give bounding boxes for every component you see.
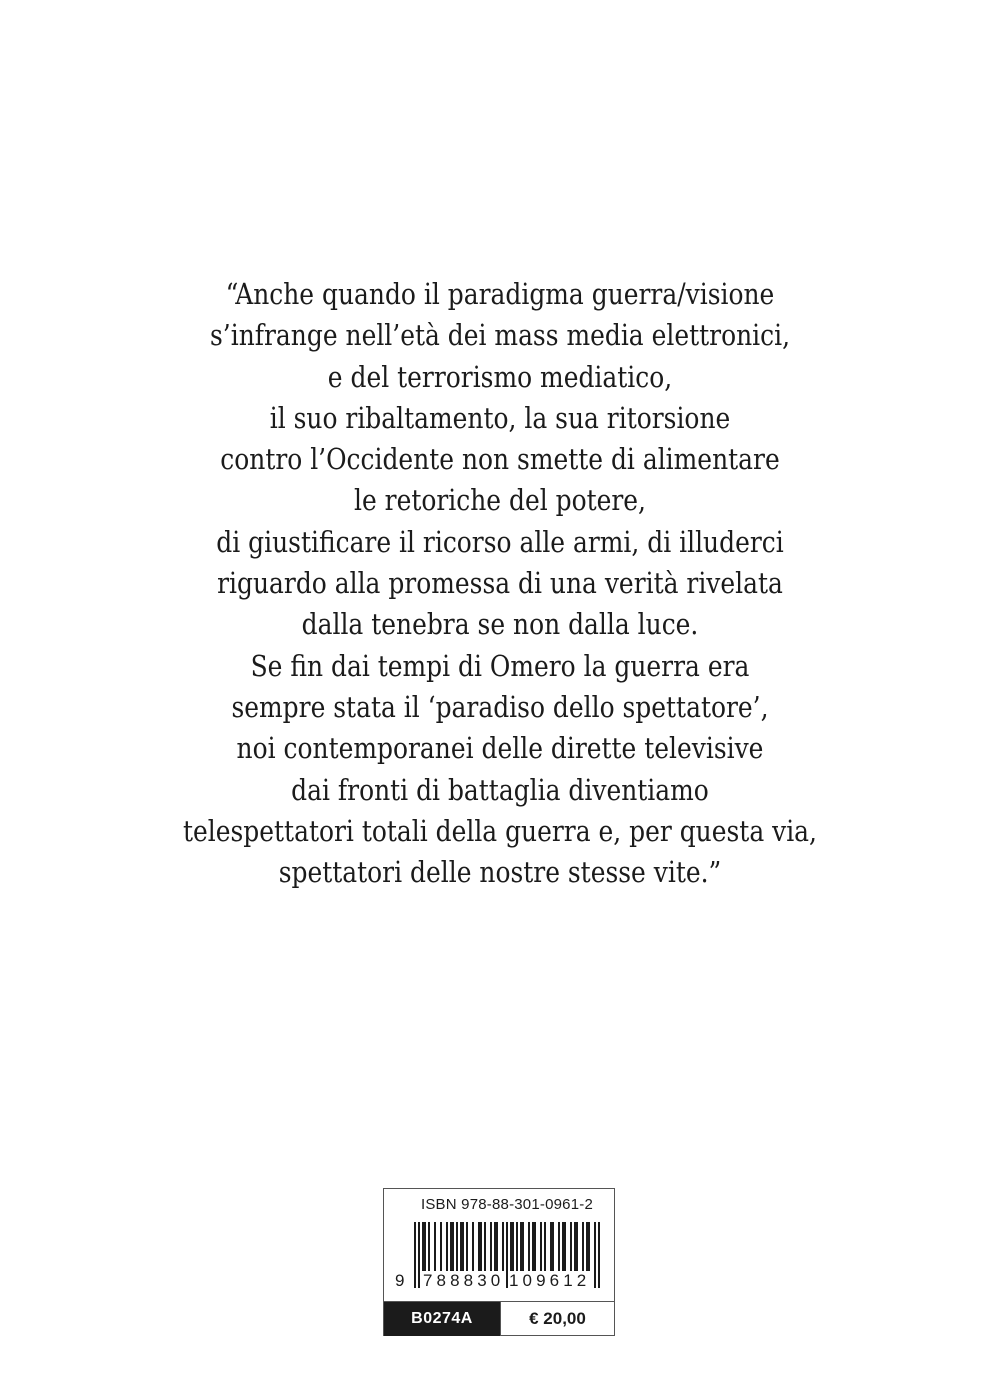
quote-line: le retoriche del potere, bbox=[353, 483, 646, 518]
quote-line: spettatori delle nostre stesse vite.” bbox=[278, 855, 722, 890]
barcode-digits-left: 788830 bbox=[423, 1271, 505, 1290]
back-cover-quote bbox=[70, 274, 930, 893]
barcode-digits-right: 109612 bbox=[509, 1271, 591, 1290]
quote-line: il suo ribaltamento, la sua ritorsione bbox=[269, 400, 731, 435]
quote-line: Se fin dai tempi di Omero la guerra era bbox=[250, 648, 750, 683]
quote-line: sempre stata il ‘paradiso dello spettatore’, bbox=[231, 689, 769, 724]
quote-line: di giustificare il ricorso alle armi, di illuderci bbox=[216, 524, 784, 559]
price: € 20,00 bbox=[500, 1302, 614, 1336]
quote-line: noi contemporanei delle dirette televisive bbox=[236, 731, 764, 766]
isbn-barcode-box bbox=[383, 1188, 615, 1336]
quote-line: dai fronti di battaglia diventiamo bbox=[291, 772, 709, 807]
isbn-label: ISBN 978-88-301-0961-2 bbox=[420, 1196, 593, 1213]
quote-line: telespettatori totali della guerra e, per questa via, bbox=[182, 813, 817, 848]
barcode-digits bbox=[394, 1271, 604, 1291]
barcode-footer bbox=[384, 1301, 614, 1336]
quote-line: dalla tenebra se non dalla luce. bbox=[301, 607, 699, 642]
product-code: B0274A bbox=[384, 1302, 500, 1336]
quote-line: s’infrange nell’età dei mass media elettronici, bbox=[210, 318, 790, 353]
quote-line: contro l’Occidente non smette di alimentare bbox=[220, 442, 780, 477]
quote-line: “Anche quando il paradigma guerra/visione bbox=[225, 277, 775, 311]
quote-line: riguardo alla promessa di una verità rivelata bbox=[217, 566, 783, 601]
barcode-digit-first: 9 bbox=[395, 1271, 409, 1290]
quote-line: e del terrorismo mediatico, bbox=[327, 359, 673, 394]
